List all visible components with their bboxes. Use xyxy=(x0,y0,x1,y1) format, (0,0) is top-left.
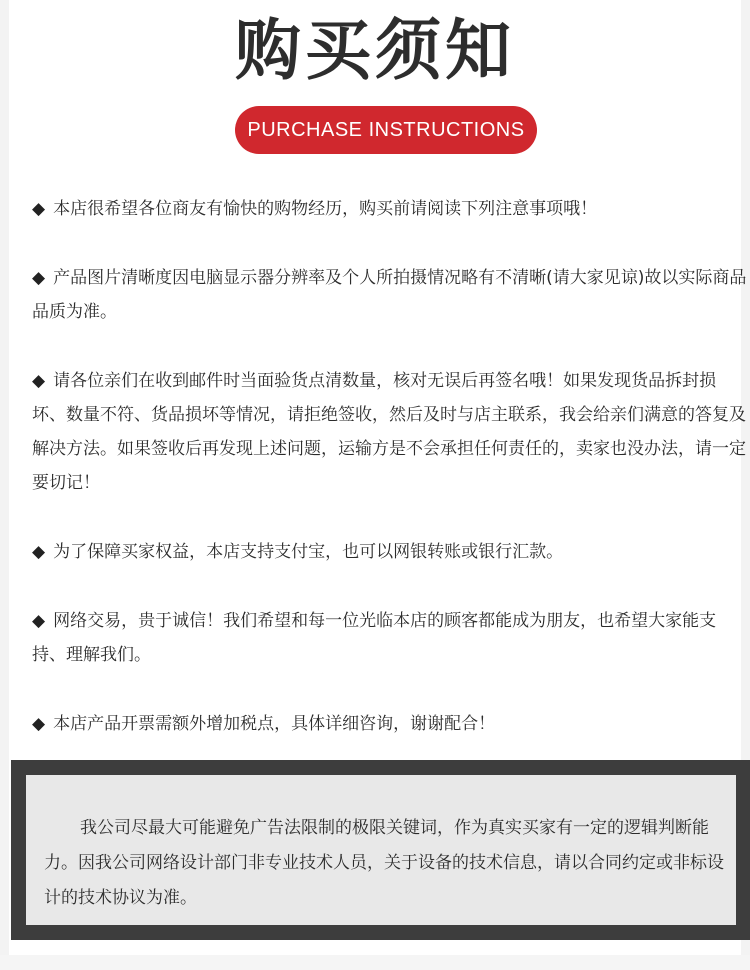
disclaimer-text: 我公司尽最大可能避免广告法限制的极限关键词，作为真实买家有一定的逻辑判断能力。因我公司网络设计部门非专业技术人员，关于设备的技术信息，请以合同约定或非标设计的技术协议为准。 xyxy=(44,818,724,908)
page-title: 购买须知 xyxy=(235,12,515,89)
left-border xyxy=(0,0,9,970)
notice-text: 请各位亲们在收到邮件时当面验货点清数量，核对无误后再签名哦！如果发现货品拆封损坏、数量不符、货品损坏等情况，请拒绝签收，然后及时与店主联系，我会给亲们满意的答复及解决方法。如果签收后再发现上述问题，运输方是不会承担任何责任的，卖家也没办法，请一定要切记！ xyxy=(32,371,746,493)
diamond-bullet-icon: ◆ xyxy=(32,199,46,219)
notice-item xyxy=(32,535,747,569)
diamond-bullet-icon: ◆ xyxy=(32,611,46,631)
notice-text: 本店很希望各位商友有愉快的购物经历，购买前请阅读下列注意事项哦！ xyxy=(53,199,598,219)
subtitle-badge xyxy=(235,106,537,154)
notice-text: 网络交易，贵于诚信！我们希望和每一位光临本店的顾客都能成为朋友，也希望大家能支持、理解我们。 xyxy=(32,611,717,665)
notice-item xyxy=(32,192,747,226)
notice-item xyxy=(32,364,747,500)
disclaimer-box xyxy=(11,760,750,940)
disclaimer-panel xyxy=(26,775,736,925)
bottom-strip xyxy=(0,955,750,970)
notice-item xyxy=(32,261,747,329)
diamond-bullet-icon: ◆ xyxy=(32,714,46,734)
notice-text: 本店产品开票需额外增加税点，具体详细咨询，谢谢配合！ xyxy=(53,714,496,734)
diamond-bullet-icon: ◆ xyxy=(32,542,46,562)
notice-list xyxy=(32,192,747,776)
subtitle-text: PURCHASE INSTRUCTIONS xyxy=(247,118,525,141)
notice-item xyxy=(32,707,747,741)
notice-item xyxy=(32,604,747,672)
notice-text: 为了保障买家权益，本店支持支付宝，也可以网银转账或银行汇款。 xyxy=(53,542,564,562)
notice-text: 产品图片清晰度因电脑显示器分辨率及个人所拍摄情况略有不清晰(请大家见谅)故以实际商品品质为准。 xyxy=(32,268,747,322)
diamond-bullet-icon: ◆ xyxy=(32,371,46,391)
diamond-bullet-icon: ◆ xyxy=(32,268,46,288)
